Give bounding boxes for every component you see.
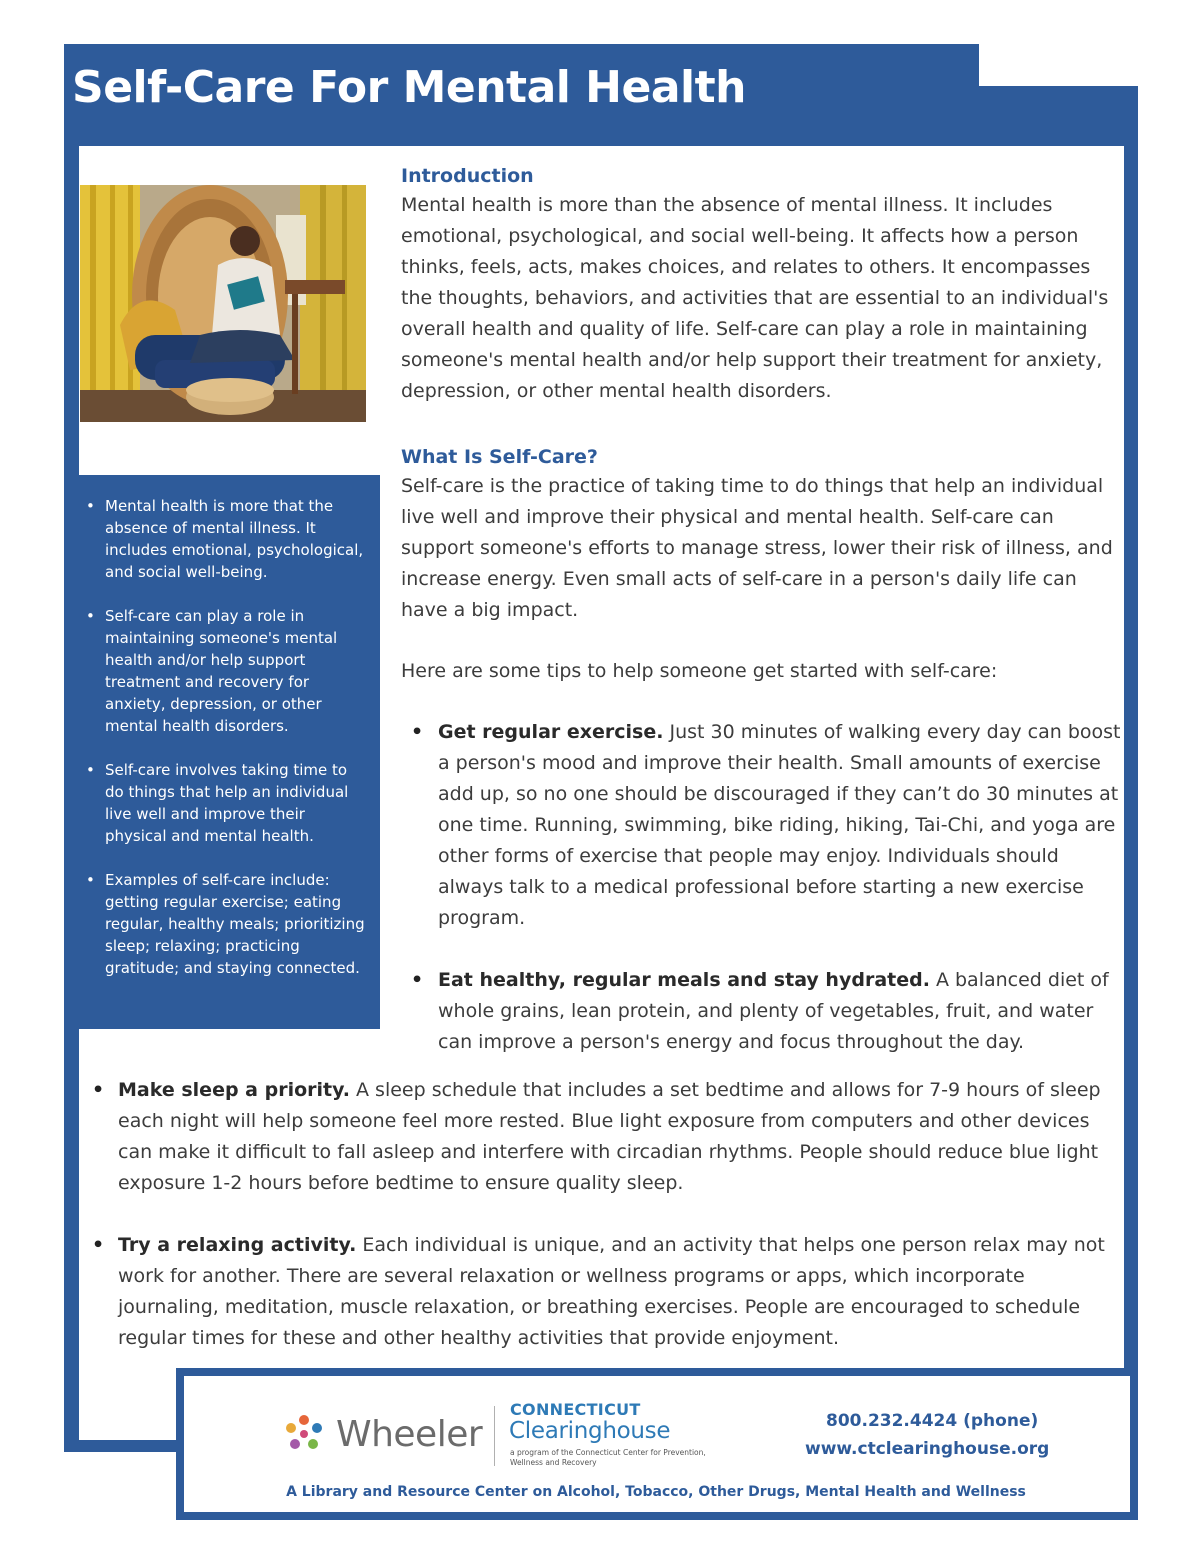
tip-lead: Make sleep a priority. bbox=[118, 1079, 350, 1101]
intro-body: Mental health is more than the absence of mental illness. It includes emotional, psychological, and social well-being. It affects how a person thinks, feels, acts, makes choices, and relates to others. It encompasses the thoughts, behaviors, and activities that are essential to an individual's overall health and quality of life. Self-care can play a role in maintaining someone's mental health and/or help support their treatment for anxiety, depression, or other mental health disorders. bbox=[401, 194, 1109, 402]
ct-logo-subtitle: a program of the Connecticut Center for Prevention, Wellness and Recovery bbox=[510, 1448, 706, 1467]
key-points-sidebar bbox=[72, 475, 380, 1029]
sidebar-item: • Self-care involves taking time to do things that help an individual live well and improve their physical and mental health. bbox=[86, 759, 366, 847]
sidebar-item: • Self-care can play a role in maintaining someone's mental health and/or help support treatment and recovery for anxiety, depression, or other mental health disorders. bbox=[86, 605, 366, 737]
ct-logo-line2: Clearinghouse bbox=[509, 1418, 671, 1444]
tips-intro: Here are some tips to help someone get started with self-care: bbox=[401, 660, 998, 682]
tip-text: A sleep schedule that includes a set bedtime and allows for 7-9 hours of sleep each night will help someone feel more rested. Blue light exposure from computers and other devices can make it difficult to fall asleep and interfere with circadian rhythms. People should reduce blue light exposure 1-2 hours before bedtime to ensure quality sleep. bbox=[118, 1079, 1101, 1194]
tip-text: Each individual is unique, and an activity that helps one person relax may not work for another. There are several relaxation or wellness programs or apps, which incorporate journaling, meditation, muscle relaxation, or breathing exercises. People are encouraged to schedule regular times for these and other healthy activities that provide enjoyment. bbox=[118, 1234, 1105, 1349]
tip-lead: Try a relaxing activity. bbox=[118, 1234, 357, 1256]
phone-number: 800.232.4424 (phone) bbox=[826, 1411, 1039, 1431]
wheeler-logo-text: Wheeler bbox=[336, 1414, 483, 1455]
main-column bbox=[401, 162, 1121, 1058]
page-title: Self-Care For Mental Health bbox=[72, 62, 746, 113]
ct-logo-line1: CONNECTICUT bbox=[510, 1400, 641, 1419]
frame-top-rule bbox=[979, 86, 1138, 94]
wide-tips bbox=[88, 1075, 1113, 1354]
tip-text: A balanced diet of whole grains, lean protein, and plenty of vegetables, fruit, and water can improve a person's energy and focus throughout the day. bbox=[438, 969, 1109, 1053]
what-is-heading: What Is Self-Care? bbox=[401, 446, 598, 468]
tip-item bbox=[88, 1075, 1113, 1199]
tip-item bbox=[401, 717, 1121, 934]
photo-man-reading bbox=[80, 185, 366, 422]
tip-item bbox=[88, 1230, 1113, 1354]
intro-heading: Introduction bbox=[401, 165, 534, 187]
tip-lead: Eat healthy, regular meals and stay hydrated. bbox=[438, 969, 930, 991]
tip-lead: Get regular exercise. bbox=[438, 721, 664, 743]
tip-item bbox=[401, 965, 1121, 1058]
website-link[interactable]: www.ctclearinghouse.org bbox=[805, 1439, 1050, 1459]
logo-divider bbox=[494, 1406, 495, 1466]
sidebar-item: • Examples of self-care include: getting regular exercise; eating regular, healthy meals; prioritizing sleep; relaxing; practicing gratitude; and staying connected. bbox=[86, 869, 366, 979]
sidebar-item: • Mental health is more that the absence of mental illness. It includes emotional, psychological, and social well-being. bbox=[86, 495, 366, 583]
footer-tagline: A Library and Resource Center on Alcohol, Tobacco, Other Drugs, Mental Health and Wellness bbox=[286, 1484, 1026, 1500]
tip-text: Just 30 minutes of walking every day can boost a person's mood and improve their health. Small amounts of exercise add up, so no one should be discouraged if they can’t do 30 minutes at one time. Running, swimming, bike riding, hiking, Tai-Chi, and yoga are other forms of exercise that people may enjoy. Individuals should always talk to a medical professional before starting a new exercise program. bbox=[438, 721, 1121, 929]
frame-right-rule bbox=[1130, 86, 1138, 1452]
wheeler-logo-icon bbox=[280, 1410, 328, 1458]
what-is-body: Self-care is the practice of taking time to do things that help an individual live well and improve their physical and mental health. Self-care can support someone's efforts to manage stress, lower their risk of illness, and increase energy. Even small acts of self-care in a person's daily life can have a big impact. bbox=[401, 475, 1113, 621]
